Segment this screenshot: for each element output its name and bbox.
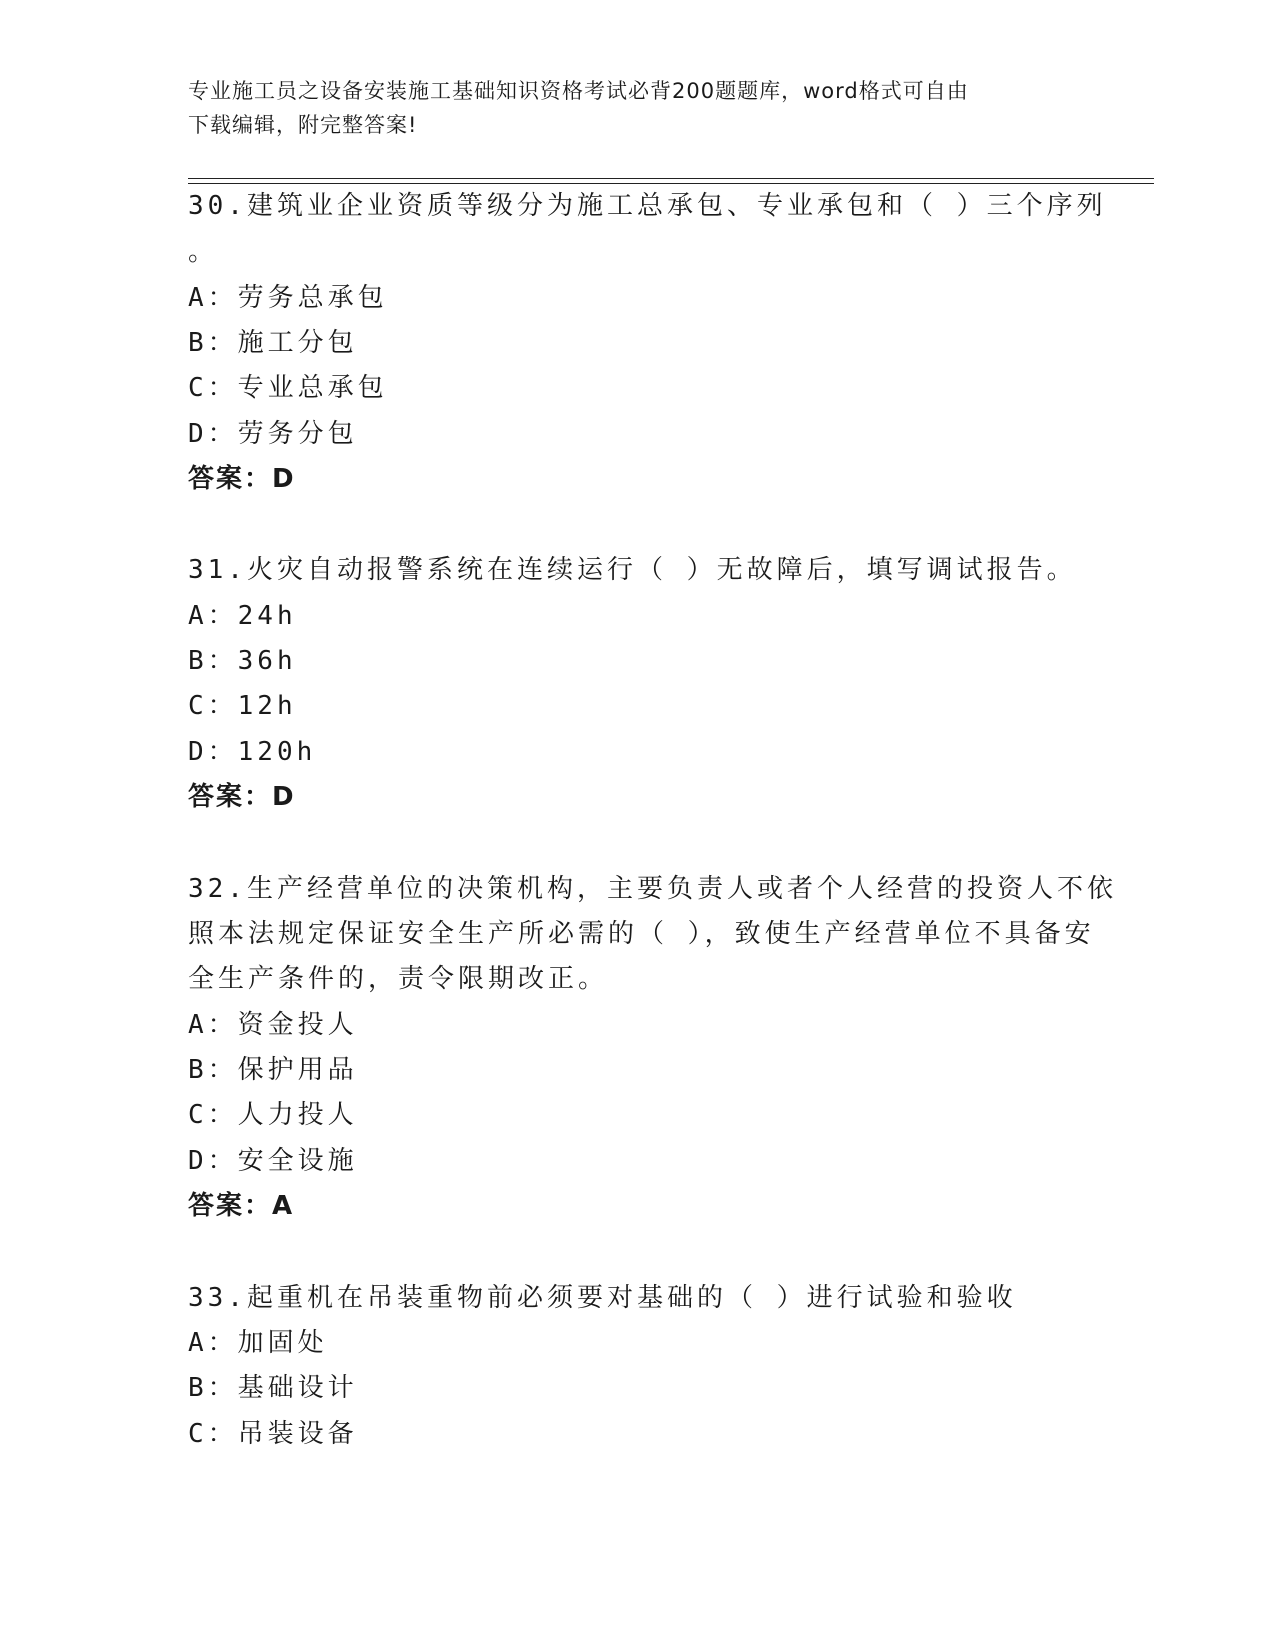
question-32-text-line-2: 照本法规定保证安全生产所必需的（ ），致使生产经营单位不具备安 (188, 919, 1095, 949)
question-33-option-b: B：基础设计 (188, 1373, 358, 1403)
question-32-option-c: C：人力投人 (188, 1100, 358, 1130)
question-31-option-a: A：24h (188, 601, 297, 631)
question-31-answer: 答案：D (188, 782, 296, 812)
question-30-text-line-2: 。 (188, 237, 219, 267)
header-line-1: 专业施工员之设备安装施工基础知识资格考试必背200题题库，word格式可自由 (188, 79, 969, 103)
document-header (188, 74, 1068, 142)
question-30-answer: 答案：D (188, 464, 296, 494)
header-divider-bottom (188, 183, 1154, 184)
question-32-text-line-3: 全生产条件的，责令限期改正。 (188, 964, 609, 994)
question-32-text-line-1: 32.生产经营单位的决策机构，主要负责人或者个人经营的投资人不依 (188, 874, 1117, 904)
question-30-option-c: C：专业总承包 (188, 373, 388, 403)
header-divider-top (188, 178, 1154, 179)
question-33-option-a: A：加固处 (188, 1328, 328, 1358)
question-32-answer: 答案：A (188, 1191, 295, 1221)
question-32-option-b: B：保护用品 (188, 1055, 358, 1085)
question-33-text-line-1: 33.起重机在吊装重物前必须要对基础的（ ）进行试验和验收 (188, 1283, 1017, 1313)
question-32-option-d: D：安全设施 (188, 1146, 358, 1176)
question-31-option-c: C：12h (188, 691, 297, 721)
question-32-option-a: A：资金投人 (188, 1010, 358, 1040)
header-line-2: 下载编辑，附完整答案! (188, 113, 418, 137)
question-30-text-line-1: 30.建筑业企业资质等级分为施工总承包、专业承包和（ ）三个序列 (188, 191, 1107, 221)
question-30-option-b: B：施工分包 (188, 328, 358, 358)
question-33-option-c: C：吊装设备 (188, 1419, 358, 1449)
question-31-option-d: D：120h (188, 737, 317, 767)
question-30-option-d: D：劳务分包 (188, 419, 358, 449)
question-31-text-line-1: 31.火灾自动报警系统在连续运行（ ）无故障后，填写调试报告。 (188, 555, 1077, 585)
question-30-option-a: A：劳务总承包 (188, 283, 388, 313)
question-31-option-b: B：36h (188, 646, 297, 676)
